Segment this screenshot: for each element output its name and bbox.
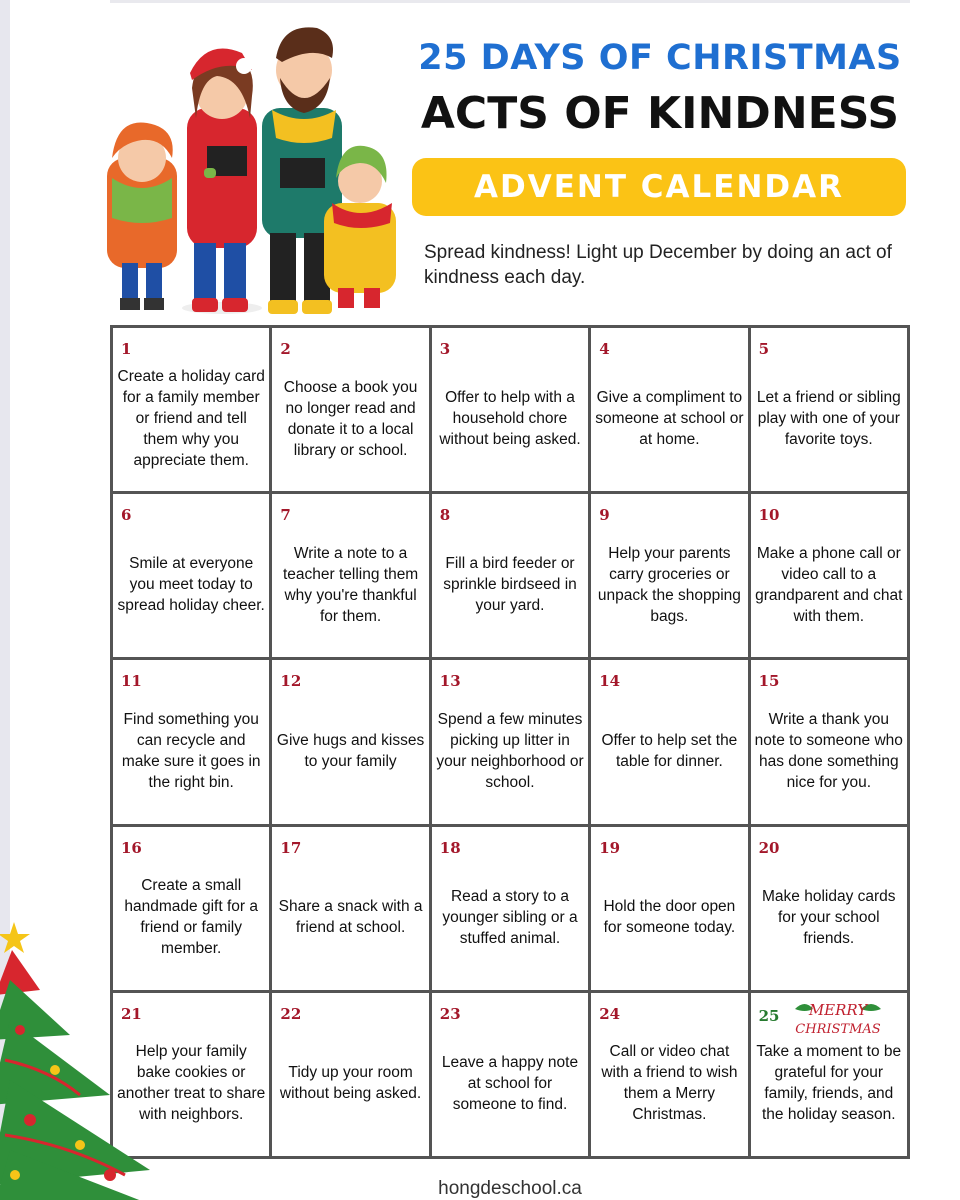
calendar-day-cell: [751, 328, 907, 491]
day-number: 23: [439, 1004, 461, 1023]
day-task-text: Give a compliment to someone at school or at home.: [595, 389, 744, 449]
intro-text: Spread kindness! Light up December by doing an act of kindness each day.: [424, 242, 892, 288]
calendar-day-cell: [272, 660, 428, 823]
day-task-text: Help your parents carry groceries or unpack the shopping bags.: [597, 544, 741, 625]
calendar-day-cell: [113, 494, 269, 657]
svg-text:MERRY: MERRY: [808, 1000, 868, 1019]
day-task-text: Make holiday cards for your school friends.: [762, 887, 896, 947]
day-number: 18: [439, 838, 461, 857]
calendar-grid: [110, 325, 910, 1159]
day-task-text: Hold the door open for someone today.: [603, 898, 736, 937]
day-task-text: Find something you can recycle and make sure it goes in the right bin.: [121, 710, 261, 791]
calendar-day-cell: [113, 328, 269, 491]
title-line-2: ACTS OF KINDNESS: [420, 88, 900, 139]
calendar-day-cell: [591, 660, 747, 823]
day-task-text: Fill a bird feeder or sprinkle birdseed in your yard.: [443, 555, 577, 615]
day-number: 5: [758, 340, 770, 358]
calendar-day-cell: [432, 328, 588, 491]
day-number: 21: [121, 1004, 142, 1023]
day-task-text: Give hugs and kisses to your family: [276, 731, 425, 770]
day-task-text: Share a snack with a friend at school.: [278, 898, 423, 937]
calendar-day-cell: [432, 827, 588, 990]
calendar-day-cell: [751, 827, 907, 990]
calendar-day-cell: [432, 660, 588, 823]
day-number: 2: [280, 340, 291, 358]
calendar-day-cell: [591, 827, 747, 990]
calendar-day-cell: [432, 494, 588, 657]
day-number: 15: [758, 672, 780, 691]
day-number: 4: [599, 340, 610, 358]
day-number: 12: [280, 672, 302, 691]
day-task-text: Create a small handmade gift for a friend or family member.: [124, 877, 258, 958]
footer-url: hongdeschool.ca: [438, 1178, 582, 1199]
day-task-text: Make a phone call or video call to a grandparent and chat with them.: [755, 544, 903, 625]
day-number: 10: [758, 506, 780, 525]
merry-christmas-badge: [791, 997, 883, 1041]
day-task-text: Create a holiday card for a family member or friend and tell them why you appreciate them.: [117, 368, 265, 470]
calendar-day-cell: [113, 660, 269, 823]
day-task-text: Smile at everyone you meet today to spread holiday cheer.: [117, 555, 265, 615]
day-number: 25: [758, 1006, 780, 1025]
top-rule: [110, 0, 910, 3]
svg-text:CHRISTMAS: CHRISTMAS: [795, 1021, 881, 1037]
day-number: 8: [439, 506, 451, 525]
title-line-1: 25 DAYS OF CHRISTMAS: [418, 38, 902, 78]
day-number: 9: [599, 506, 610, 525]
day-number: 22: [280, 1004, 302, 1023]
calendar-day-cell: [272, 827, 428, 990]
calendar-day-cell: [591, 328, 747, 491]
day-task-text: Choose a book you no longer read and donate it to a local library or school.: [283, 378, 418, 459]
day-number: 11: [121, 672, 142, 691]
day-number: 7: [280, 506, 291, 525]
day-task-text: Tidy up your room without being asked.: [279, 1064, 422, 1103]
calendar-day-cell: [751, 660, 907, 823]
calendar-day-cell: [591, 494, 747, 657]
day-task-text: Offer to help set the table for dinner.: [601, 731, 738, 770]
christmas-tree-decoration: [0, 920, 170, 1200]
day-task-text: Read a story to a younger sibling or a stuffed animal.: [442, 887, 578, 947]
day-task-text: Write a note to a teacher telling them why you're thankful for them.: [282, 544, 419, 625]
day-task-text: Take a moment to be grateful for your family, friends, and the holiday season.: [756, 1043, 902, 1124]
calendar-day-cell: [751, 993, 907, 1156]
day-number: 3: [439, 340, 451, 358]
day-task-text: Help your family bake cookies or another treat to share with neighbors.: [117, 1043, 266, 1124]
calendar-day-cell: [751, 494, 907, 657]
day-task-text: Spend a few minutes picking up litter in your neighborhood or school.: [436, 710, 584, 791]
calendar-day-cell: [272, 993, 428, 1156]
day-number: 19: [599, 838, 621, 857]
calendar-day-cell: [432, 993, 588, 1156]
day-number: 20: [758, 838, 780, 857]
day-number: 17: [280, 838, 302, 857]
day-number: 24: [599, 1004, 621, 1023]
advent-calendar-banner: ADVENT CALENDAR: [412, 158, 906, 216]
day-task-text: Let a friend or sibling play with one of your favorite toys.: [756, 389, 901, 449]
calendar-day-cell: [591, 993, 747, 1156]
carolers-illustration: [92, 18, 412, 318]
calendar-day-cell: [272, 494, 428, 657]
calendar-day-cell: [272, 328, 428, 491]
day-number: 13: [439, 672, 461, 691]
day-task-text: Call or video chat with a friend to wish them a Merry Christmas.: [601, 1043, 738, 1124]
day-task-text: Write a thank you note to someone who has done something nice for you.: [754, 710, 903, 791]
day-number: 1: [121, 340, 132, 358]
day-task-text: Offer to help with a household chore without being asked.: [439, 389, 581, 449]
day-task-text: Leave a happy note at school for someone to find.: [441, 1053, 579, 1113]
day-number: 6: [121, 506, 132, 525]
day-number: 16: [121, 838, 142, 857]
day-number: 14: [599, 672, 621, 691]
